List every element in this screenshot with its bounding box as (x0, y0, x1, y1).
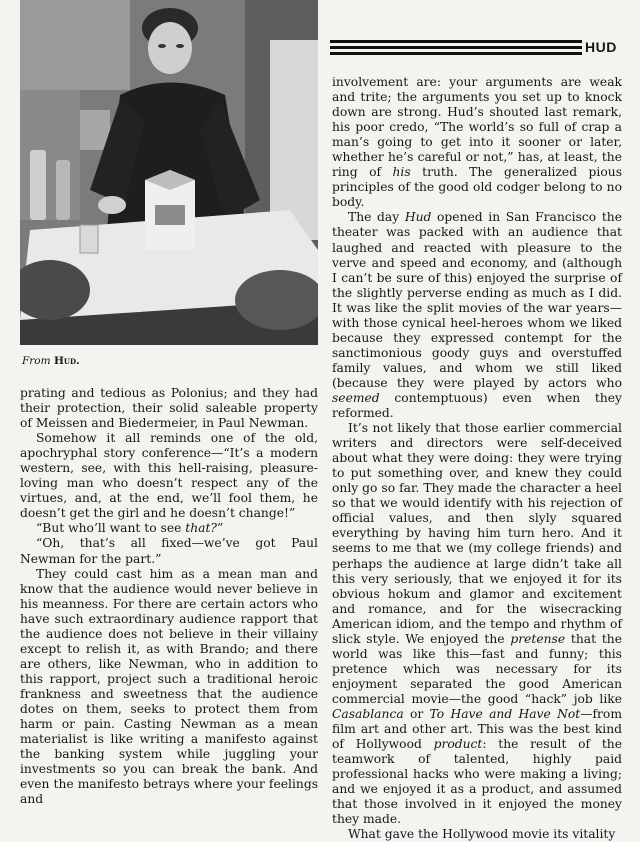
left-text-column (20, 386, 318, 807)
caption-film-title: Hud. (53, 355, 80, 367)
photo-caption (22, 354, 80, 368)
paragraph: Somehow it all reminds one of the old, apochryphal story conference—“It’s a modern western, see, with this hell-raising, pleasure-loving man who doesn’t respect any of the virtues, and, at the end, we’ll fool them, he doesn’t get the girl and he doesn’t change!” (20, 431, 318, 521)
paragraph: involvement are: your arguments are weak and trite; the arguments you set up to knock down are strong. Hud’s shouted last remark, his poor credo, “The world’s so full of crap a man’s going to get into it sooner or later, whether he’s careful or not,” has, at least, the ring of his truth. The generalized pious principles of the good old codger belong to no body. (332, 75, 622, 210)
paragraph: “Oh, that’s all fixed—we’ve got Paul Newman for the part.” (20, 536, 318, 566)
running-head: HUD (585, 39, 617, 55)
film-still-photo (20, 0, 318, 345)
paragraph: prating and tedious as Polonius; and they had their protection, their solid saleable property of Meissen and Biedermeier, in Paul Newman. (20, 386, 318, 431)
paragraph: The day Hud opened in San Francisco the theater was packed with an audience that laughed and reacted with pleasure to the verve and speed and economy, and (although I can’t be sure of this) enjoyed the surprise of the slightly perverse ending as much as I did. It was like the split movies of the war years—with those cynical heel-heroes whom we liked because they expressed contempt for the sanctimonious goody guys and overstuffed family values, and whom we still liked (because they were played by actors who seemed contemptuous) even when they reformed. (332, 210, 622, 421)
paragraph: What gave the Hollywood movie its vitality (348, 827, 616, 842)
paragraph: It’s not likely that those earlier commercial writers and directors were self-deceived about what they were doing: they were trying to put something over, and knew they could only go so far. They made the character a heel so that we would identify with his rejection of official values, and then slyly squared everything by having him turn hero. And it seems to me that we (my college friends) and perhaps the audience at large didn’t take all this very seriously, that we enjoyed it for its obvious hokum and glamor and excitement and romance, and for the wisecracking American idiom, and the tempo and rhythm of slick style. We enjoyed the pretense that the world was like this—fast and funny; this pretence which was necessary for its enjoyment separated the good American commercial movie—the good “hack” job like Casablanca or To Have and Have Not—from film art and other art. This was the best kind of Hollywood product: the result of the teamwork of talented, highly paid professional hacks who were making a living; and we enjoyed it as a product, and assumed that those involved in it enjoyed the money they made. (332, 421, 622, 827)
right-text-column (332, 75, 622, 842)
paragraph: They could cast him as a mean man and know that the audience would never believe in his meanness. For there are certain actors who have such extraordinary audience rapport that the audience does not believe in their villainy except to relish it, as with Brando; and there are others, like Newman, who in addition to this rapport, project such a traditional heroic frankness and sweetness that the audience dotes on them, seeks to protect them from harm or pain. Casting Newman as a mean materialist is like writing a manifesto against the banking system while juggling your investments so you can break the bank. And even the manifesto betrays where your feelings and (20, 566, 318, 807)
header-rule (330, 39, 582, 55)
caption-prefix: From (22, 355, 51, 367)
paragraph: “But who’ll want to see that?” (36, 521, 224, 536)
